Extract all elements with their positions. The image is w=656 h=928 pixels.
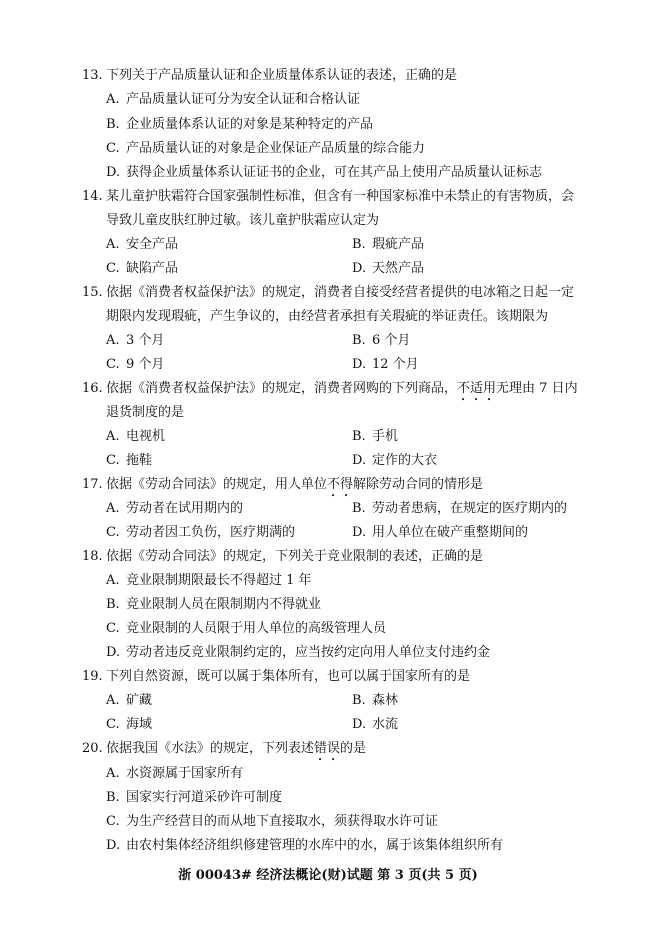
question-13 xyxy=(82,68,457,84)
option-20c: C. 为生产经营目的而从地下直接取水，须获得取水许可证 xyxy=(106,814,439,829)
question-stem-line1: 某儿童护肤霜符合国家强制性标准，但含有一种国家标准中未禁止的有害物质，会 xyxy=(106,189,575,204)
option-14b: B. 瑕疵产品 xyxy=(352,237,425,252)
question-17 xyxy=(82,477,483,500)
option-20d: D. 由农村集体经济组织修建管理的水库中的水，属于该集体组织所有 xyxy=(106,838,504,853)
option-14a: A. 安全产品 xyxy=(106,237,179,252)
option-13a: A. 产品质量认证可分为安全认证和合格认证 xyxy=(106,92,361,107)
question-stem-line2: 退货制度的是 xyxy=(106,405,185,420)
emphasis-text: 不适用 xyxy=(457,381,497,396)
option-19b: B. 森林 xyxy=(352,693,399,708)
question-number: 16. xyxy=(82,381,103,396)
option-15d: D. 12 个月 xyxy=(352,357,419,372)
option-15c: C. 9 个月 xyxy=(106,357,165,372)
question-14 xyxy=(82,189,575,228)
question-18 xyxy=(82,549,483,565)
option-20b: B. 国家实行河道采砂许可制度 xyxy=(106,790,283,805)
option-13c: C. 产品质量认证的对象是企业保证产品质量的综合能力 xyxy=(106,141,426,156)
question-20 xyxy=(82,741,366,764)
question-stem-line2: 导致儿童皮肤红肿过敏。该儿童护肤霜应认定为 xyxy=(106,213,380,228)
option-20a: A. 水资源属于国家所有 xyxy=(106,766,244,781)
option-18c: C. 竞业限制的人员限于用人单位的高级管理人员 xyxy=(106,621,387,636)
option-15a: A. 3 个月 xyxy=(106,333,165,348)
question-number: 20. xyxy=(82,741,103,756)
option-18a: A. 竞业限制期限最长不得超过 1 年 xyxy=(106,573,312,588)
option-14d: D. 天然产品 xyxy=(352,261,425,276)
question-number: 13. xyxy=(82,68,103,83)
page-footer: 浙 00043# 经济法概论(财)试题 第 3 页(共 5 页) xyxy=(178,868,478,883)
question-stem-part: 解除劳动合同的情形是 xyxy=(353,477,484,492)
question-stem-part: 的是 xyxy=(340,741,367,756)
option-18d: D. 劳动者违反竞业限制约定的，应当按约定向用人单位支付违约金 xyxy=(106,645,491,660)
option-14c: C. 缺陷产品 xyxy=(106,261,179,276)
option-15b: B. 6 个月 xyxy=(352,333,411,348)
option-13d: D. 获得企业质量体系认证证书的企业，可在其产品上使用产品质量认证标志 xyxy=(106,165,543,180)
question-number: 18. xyxy=(82,549,103,564)
question-stem: 下列自然资源，既可以属于集体所有，也可以属于国家所有的是 xyxy=(106,669,471,684)
option-16b: B. 手机 xyxy=(352,429,399,444)
question-number: 15. xyxy=(82,285,103,300)
option-17b: B. 劳动者患病，在规定的医疗期内的 xyxy=(352,501,568,516)
question-19 xyxy=(82,669,470,685)
option-13b: B. 企业质量体系认证的对象是某种特定的产品 xyxy=(106,117,374,132)
question-number: 17. xyxy=(82,477,103,492)
option-16c: C. 拖鞋 xyxy=(106,453,153,468)
option-16d: D. 定作的大衣 xyxy=(352,453,438,468)
question-stem-part: 无理由 7 日内 xyxy=(496,381,578,396)
question-number: 14. xyxy=(82,189,103,204)
question-15 xyxy=(82,285,575,324)
option-19c: C. 海域 xyxy=(106,717,153,732)
question-stem-line2: 期限内发现瑕疵，产生争议的，由经营者承担有关瑕疵的举证责任。该期限为 xyxy=(106,309,549,324)
emphasis-text: 不得 xyxy=(327,477,354,492)
emphasis-text: 错误 xyxy=(314,741,341,756)
option-17c: C. 劳动者因工负伤，医疗期满的 xyxy=(106,525,296,540)
option-18b: B. 竞业限制人员在限制期内不得就业 xyxy=(106,597,322,612)
option-19a: A. 矿藏 xyxy=(106,693,153,708)
question-stem-line1: 依据《消费者权益保护法》的规定，消费者自接受经营者提供的电冰箱之日起一定 xyxy=(106,285,575,300)
question-stem: 依据《劳动合同法》的规定，下列关于竞业限制的表述，正确的是 xyxy=(106,549,484,564)
question-16 xyxy=(82,381,578,420)
option-17d: D. 用人单位在破产重整期间的 xyxy=(352,525,529,540)
question-stem: 下列关于产品质量认证和企业质量体系认证的表述，正确的是 xyxy=(106,68,458,83)
option-16a: A. 电视机 xyxy=(106,429,166,444)
question-stem-part: 依据《消费者权益保护法》的规定，消费者网购的下列商品， xyxy=(106,381,458,396)
option-17a: A. 劳动者在试用期内的 xyxy=(106,501,244,516)
option-19d: D. 水流 xyxy=(352,717,399,732)
question-stem-part: 依据《劳动合同法》的规定，用人单位 xyxy=(106,477,328,492)
question-stem-part: 依据我国《水法》的规定，下列表述 xyxy=(106,741,315,756)
question-number: 19. xyxy=(82,669,103,684)
